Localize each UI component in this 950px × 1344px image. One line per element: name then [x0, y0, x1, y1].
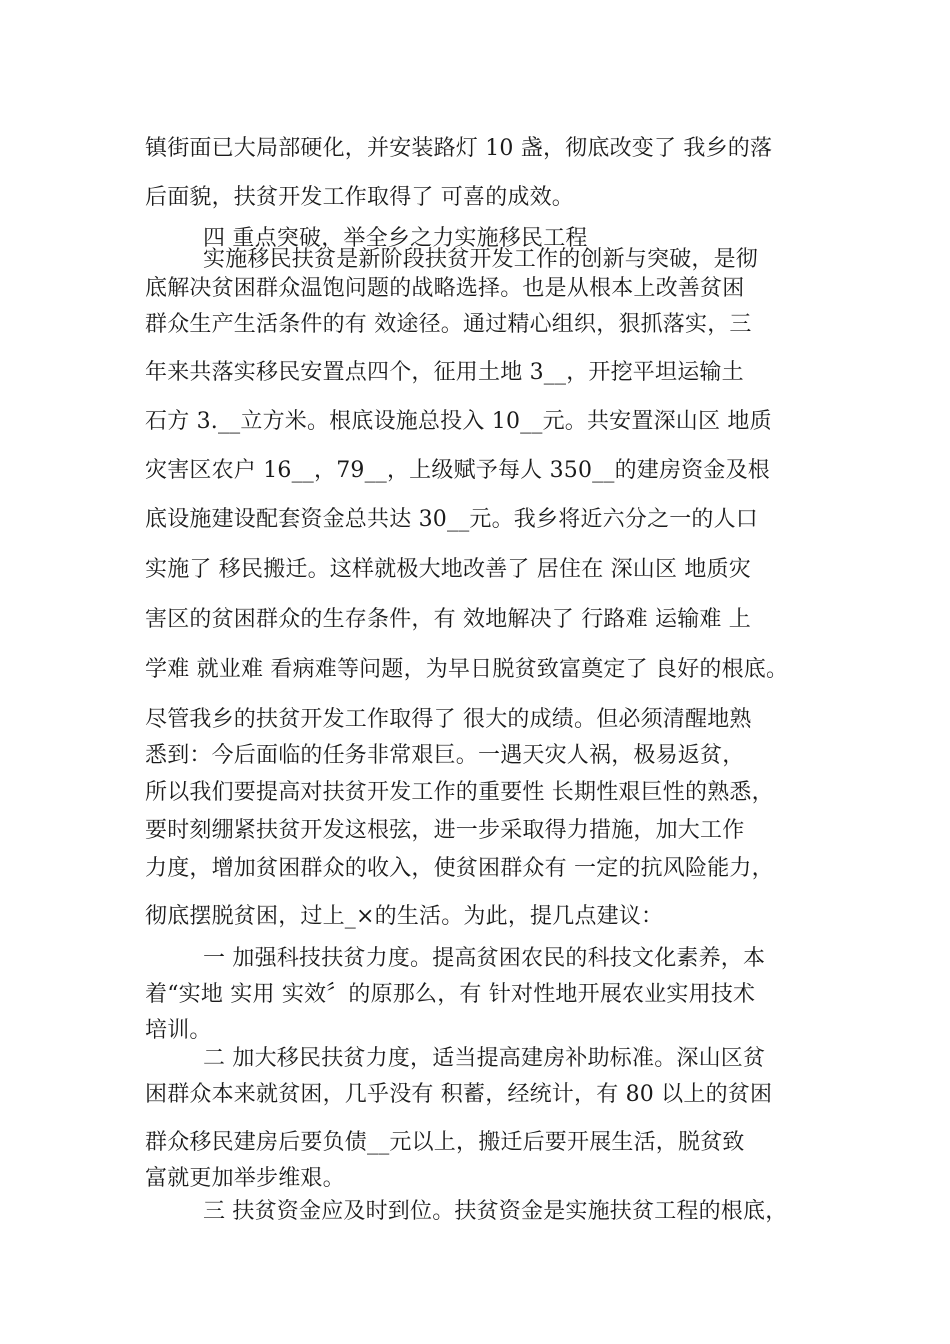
text-line: 培训。	[145, 1018, 212, 1043]
text-line: 群众生产生活条件的有 效途径。通过精心组织，狠抓落实，三	[145, 312, 752, 337]
text-line: 尽管我乡的扶贫开发工作取得了 很大的成绩。但必须清醒地熟	[145, 707, 752, 732]
text-line: 彻底摆脱贫困，过上_×的生活。为此，提几点建议：	[145, 904, 664, 929]
text-line: 镇街面已大局部硬化，并安装路灯 10 盏，彻底改变了 我乡的落	[145, 136, 773, 161]
text-line: 一 加强科技扶贫力度。提高贫困农民的科技文化素养，本	[203, 946, 766, 971]
text-line: 力度，增加贫困群众的收入，使贫困群众有 一定的抗风险能力，	[145, 856, 774, 881]
text-line: 年来共落实移民安置点四个，征用土地 3__，开挖平坦运输土	[145, 360, 744, 385]
text-line: 实施移民扶贫是新阶段扶贫开发工作的创新与突破，是彻	[203, 247, 759, 272]
text-line: 后面貌，扶贫开发工作取得了 可喜的成效。	[145, 185, 574, 210]
text-line: 害区的贫困群众的生存条件，有 效地解决了 行路难 运输难 上	[145, 607, 751, 632]
text-line: 要时刻绷紧扶贫开发这根弦，进一步采取得力措施，加大工作	[145, 818, 745, 843]
text-line: 实施了 移民搬迁。这样就极大地改善了 居住在 深山区 地质灾	[145, 557, 751, 582]
text-line: 灾害区农户 16__，79__，上级赋予每人 350__的建房资金及根	[145, 458, 770, 483]
text-line: 群众移民建房后要负债__元以上，搬迁后要开展生活，脱贫致	[145, 1130, 745, 1155]
text-line: 悉到：今后面临的任务非常艰巨。一遇天灾人祸，极易返贫，	[145, 743, 745, 768]
section-heading: 四 重点突破，举全乡之力实施移民工程	[203, 226, 588, 251]
text-line: 富就更加举步维艰。	[145, 1166, 345, 1191]
text-line: 底解决贫困群众温饱问题的战略选择。也是从根本上改善贫困	[145, 276, 745, 301]
text-line: 二 加大移民扶贫力度，适当提高建房补助标准。深山区贫	[203, 1046, 766, 1071]
text-line: 着“实地 实用 实效〞的原那么，有 针对性地开展农业实用技术	[145, 982, 756, 1007]
text-line: 三 扶贫资金应及时到位。扶贫资金是实施扶贫工程的根底，	[203, 1199, 788, 1224]
text-line: 困群众本来就贫困，几乎没有 积蓄，经统计，有 80 以上的贫困	[145, 1082, 773, 1107]
text-line: 所以我们要提高对扶贫开发工作的重要性 长期性艰巨性的熟悉，	[145, 780, 774, 805]
text-line: 石方 3.__立方米。根底设施总投入 10__元。共安置深山区 地质	[145, 409, 772, 434]
text-line: 底设施建设配套资金总共达 30__元。我乡将近六分之一的人口	[145, 507, 758, 532]
text-line: 学难 就业难 看病难等问题，为早日脱贫致富奠定了 良好的根底。	[145, 657, 789, 682]
